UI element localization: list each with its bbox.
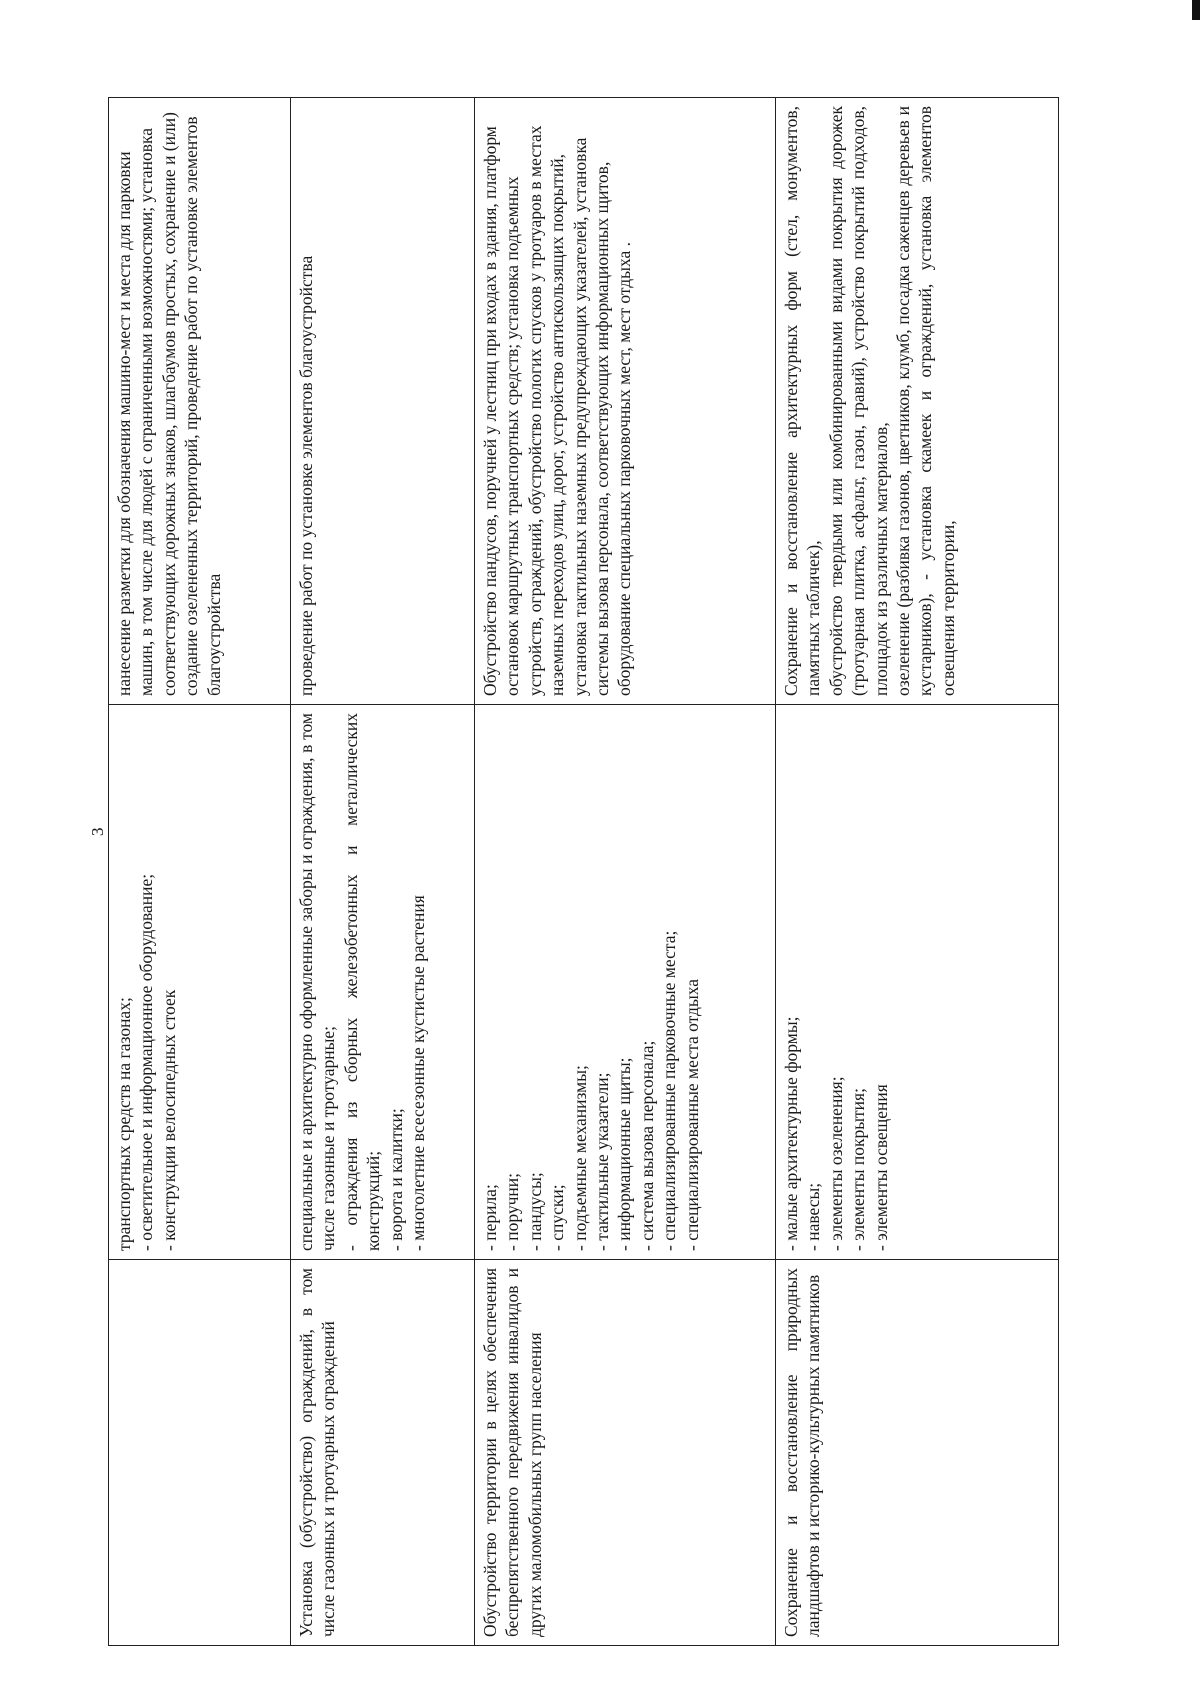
- cell-text: транспортных средств на газонах; - осветительное и информационное оборудование; - конструкции велосипедных стоек: [114, 873, 179, 1251]
- table-cell-elements: [109, 705, 291, 1260]
- table-cell-activity: [776, 1260, 1059, 1646]
- table-cell-works: [291, 98, 475, 705]
- page-number: 3: [88, 827, 107, 836]
- table-cell-elements: [776, 705, 1059, 1260]
- table-cell-works: [475, 98, 776, 705]
- cell-text: нанесение разметки для обозначения машино-мест и места для парковки машин, в том числе для людей с ограниченными возможностями; установка соответствующих дорожных знаков, шлагбаумов простых, сохранение и (или) создание озелененных территорий, проведение работ по установке элементов благоустройства: [114, 112, 224, 696]
- cell-text: Установка (обустройство) ограждений, в том числе газонных и тротуарных ограждений: [296, 1268, 339, 1637]
- table-row: [291, 98, 475, 1646]
- table-cell-activity: [475, 1260, 776, 1646]
- table-row: [109, 98, 291, 1646]
- table-cell-activity: [291, 1260, 475, 1646]
- rotated-table-container: [108, 98, 1058, 1646]
- cell-text: Обустройство пандусов, поручней у лестниц при входах в здания, платформ остановок маршрутных транспортных средств; установка подъемных устройств, ограждений, обустройство пологих спусков у тротуаров в местах наземных переходов улиц, дорог, устройство антискользящих покрытий, установка тактильных наземных предупреждающих указателей, установка системы вызова персонала, соответствующих информационных щитов, оборудование специальных парковочных мест, мест отдыха .: [480, 125, 635, 696]
- table-row: [776, 98, 1059, 1646]
- table-cell-works: [109, 98, 291, 705]
- table-cell-elements: [291, 705, 475, 1260]
- scan-edge-mark: [1192, 0, 1200, 20]
- cell-text: Сохранение и восстановление природных ландшафтов и историко-культурных памятников: [781, 1268, 824, 1637]
- table-row: [475, 98, 776, 1646]
- cell-text: - малые архитектурные формы; - навесы; - элементы озеленения; - элементы покрытия; - элементы освещения: [781, 1016, 891, 1251]
- cell-text: - перила; - поручни; - пандусы; - спуски; - подъемные механизмы; - тактильные указатели; - информационные щиты; - система вызова персонала; - специализированные парковочные места; - специализированные места отдыха: [480, 930, 702, 1251]
- cell-text: Обустройство территории в целях обеспечения беспрепятственного передвижения инвалидов и других маломобильных групп населения: [480, 1268, 545, 1637]
- cell-text: специальные и архитектурно оформленные заборы и ограждения, в том числе газонные и тротуарные; - ограждения из сборных железобетонных и металлических конструкций; - ворота и калитки; - многолетние всесезонные кустистые растения: [296, 713, 428, 1251]
- cell-text: Сохранение и восстановление архитектурных форм (стел, монументов, памятных табличек), обустройство твердыми или комбинированными видами покрытия дорожек (тротуарная плитка, асфальт, газон, гравий), устройство покрытий подходов, площадок из различных материалов, озеленение (разбивка газонов, цветников, клумб, посадка саженцев деревьев и кустарников), - установка скамеек и ограждений, установка элементов освещения территории,: [781, 106, 958, 696]
- cell-text: проведение работ по установке элементов благоустройства: [296, 255, 316, 696]
- measures-table: [108, 97, 1059, 1646]
- table-cell-works: [776, 98, 1059, 705]
- table-cell-elements: [475, 705, 776, 1260]
- table-cell-activity: [109, 1260, 291, 1646]
